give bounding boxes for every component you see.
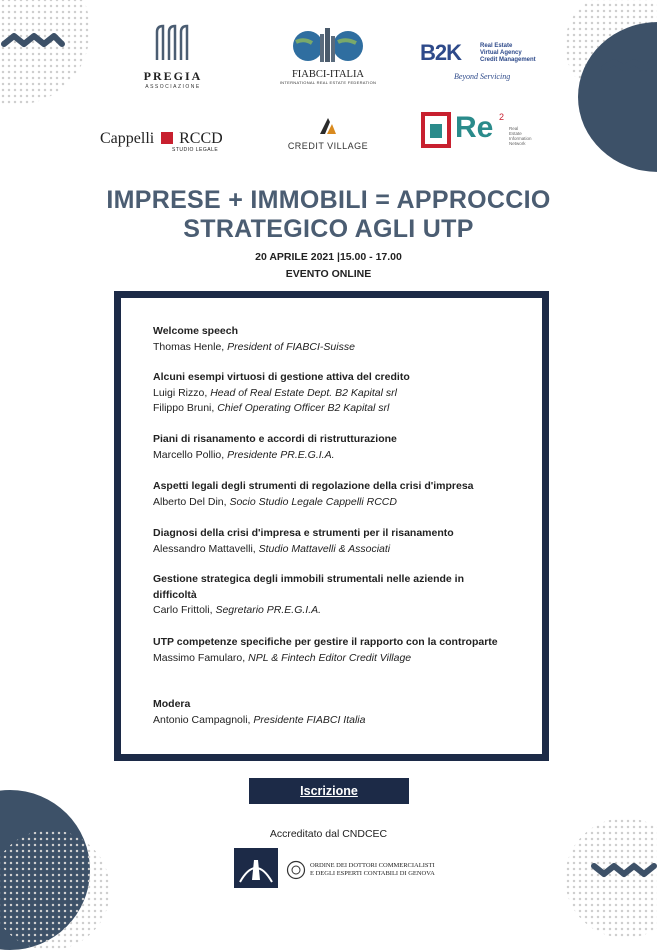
re2-square-icon bbox=[421, 112, 451, 148]
agenda-item bbox=[153, 635, 498, 666]
speaker-name: Marcello Pollio, bbox=[153, 448, 228, 461]
b2k-mark: B2K bbox=[420, 40, 462, 65]
speaker-role: Socio Studio Legale Cappelli RCCD bbox=[229, 495, 397, 508]
odcec-line1: ORDINE DEI DOTTORI COMMERCIALISTI bbox=[310, 862, 435, 869]
re2-sup: 2 bbox=[499, 112, 505, 122]
b2k-line3: Credit Management bbox=[480, 57, 536, 63]
cappelli-name1: Cappelli bbox=[100, 130, 155, 147]
iscrizione-button[interactable]: Iscrizione bbox=[249, 778, 409, 804]
re2-lines bbox=[509, 126, 532, 146]
b2k-logo bbox=[420, 40, 550, 88]
title-line1: IMPRESE + IMMOBILI = APPROCCIO bbox=[106, 186, 551, 214]
fiabci-logo bbox=[278, 26, 378, 86]
credit-village-mark-icon bbox=[316, 114, 340, 136]
speaker-role: Presidente PR.E.G.I.A. bbox=[227, 448, 335, 461]
accredited-text: Accreditato dal CNDCEC bbox=[269, 828, 388, 840]
credit-village-name: CREDIT VILLAGE bbox=[287, 141, 369, 151]
credit-village-logo bbox=[283, 114, 373, 154]
speaker-name: Filippo Bruni, bbox=[153, 402, 218, 414]
pregia-logo bbox=[138, 22, 208, 92]
agenda-item bbox=[153, 479, 498, 510]
b2k-line1: Real Estate bbox=[480, 43, 513, 49]
agenda-item bbox=[153, 324, 498, 355]
globe-skyline-icon bbox=[286, 26, 370, 64]
agenda-speaker bbox=[153, 713, 498, 729]
speaker-role: President of FIABCI-Suisse bbox=[227, 340, 355, 353]
speaker-role: Chief Operating Officer B2 Kapital srl bbox=[217, 402, 390, 414]
event-mode: EVENTO ONLINE bbox=[285, 268, 372, 280]
pregia-sub: ASSOCIAZIONE bbox=[145, 84, 201, 90]
speaker-name: Massimo Famularo, bbox=[153, 651, 249, 664]
agenda-speaker bbox=[153, 542, 498, 558]
agenda-heading: Aspetti legali degli strumenti di regolazione della crisi d'impresa bbox=[153, 480, 474, 492]
pregia-name: PREGIA bbox=[143, 69, 203, 83]
agenda-speaker bbox=[153, 401, 498, 417]
re2-mark: Re bbox=[455, 111, 494, 144]
speaker-name: Luigi Rizzo, bbox=[153, 386, 211, 399]
wave-top-right bbox=[600, 58, 657, 78]
agenda-speaker bbox=[153, 340, 498, 356]
agenda-heading: Welcome speech bbox=[153, 325, 239, 337]
b2k-tagline: Beyond Servicing bbox=[454, 72, 511, 81]
odcec-seal-icon bbox=[286, 860, 306, 880]
b2k-line2: Virtual Agency bbox=[480, 50, 522, 56]
fiabci-name: FIABCI-ITALIA bbox=[291, 69, 365, 80]
event-date: 20 APRILE 2021 |15.00 - 17.00 bbox=[255, 251, 402, 263]
speaker-name: Thomas Henle, bbox=[153, 340, 228, 353]
page-title bbox=[0, 186, 657, 244]
agenda-heading: Alcuni esempi virtuosi di gestione attiva del credito bbox=[153, 371, 410, 383]
agenda-item bbox=[153, 697, 498, 728]
corner-dots-bottom-left bbox=[0, 830, 110, 950]
agenda-heading: Piani di risanamento e accordi di ristrutturazione bbox=[153, 433, 397, 445]
lighthouse-emblem-icon bbox=[234, 848, 278, 888]
agenda-item bbox=[153, 526, 498, 557]
odcec-logo bbox=[234, 848, 454, 888]
agenda-heading: UTP competenze specifiche per gestire il rapporto con la controparte bbox=[153, 636, 498, 648]
agenda-speaker bbox=[153, 386, 498, 402]
agenda-item bbox=[153, 572, 498, 619]
agenda-speaker bbox=[153, 603, 498, 619]
speaker-role: Head of Real Estate Dept. B2 Kapital srl bbox=[210, 386, 397, 399]
speaker-role: Segretario PR.E.G.I.A. bbox=[215, 604, 322, 616]
re2-line3: Network bbox=[509, 141, 526, 146]
agenda-speaker bbox=[153, 495, 498, 511]
wave-top-left bbox=[0, 30, 70, 60]
speaker-name: Antonio Campagnoli, bbox=[153, 713, 254, 726]
re2-line1: Real Estate bbox=[509, 126, 522, 136]
b2k-lines bbox=[480, 43, 536, 64]
speaker-name: Alberto Del Din, bbox=[153, 495, 230, 508]
speaker-role: Studio Mattavelli & Associati bbox=[258, 542, 391, 555]
odcec-text bbox=[310, 862, 435, 878]
cappelli-sub: STUDIO LEGALE bbox=[172, 147, 219, 153]
agenda-item bbox=[153, 432, 498, 463]
red-square-icon bbox=[161, 132, 173, 144]
pregia-mark-icon bbox=[153, 22, 193, 62]
agenda-heading: Diagnosi della crisi d'impresa e strumenti per il risanamento bbox=[153, 527, 454, 539]
cappelli-logo bbox=[100, 130, 240, 160]
agenda-heading: Modera bbox=[153, 698, 191, 710]
fiabci-sub: INTERNATIONAL REAL ESTATE FEDERATION bbox=[279, 80, 377, 85]
odcec-line2: E DEGLI ESPERTI CONTABILI DI GENOVA bbox=[310, 870, 435, 877]
wave-bottom-right bbox=[590, 862, 657, 882]
re2-line2: Information bbox=[509, 136, 532, 141]
speaker-role: NPL & Fintech Editor Credit Village bbox=[248, 651, 412, 664]
agenda-box bbox=[114, 291, 549, 761]
agenda-heading: Gestione strategica degli immobili strumentali nelle aziende in difficoltà bbox=[153, 573, 464, 601]
speaker-name: Carlo Frittoli, bbox=[153, 604, 216, 616]
agenda-speaker bbox=[153, 651, 498, 667]
speaker-role: Presidente FIABCI Italia bbox=[253, 713, 366, 726]
agenda-speaker bbox=[153, 448, 498, 464]
title-line2: STRATEGICO AGLI UTP bbox=[183, 215, 474, 243]
agenda-item bbox=[153, 370, 498, 417]
cappelli-name2: RCCD bbox=[179, 130, 223, 147]
re2-logo bbox=[421, 110, 531, 150]
speaker-name: Alessandro Mattavelli, bbox=[153, 542, 259, 555]
